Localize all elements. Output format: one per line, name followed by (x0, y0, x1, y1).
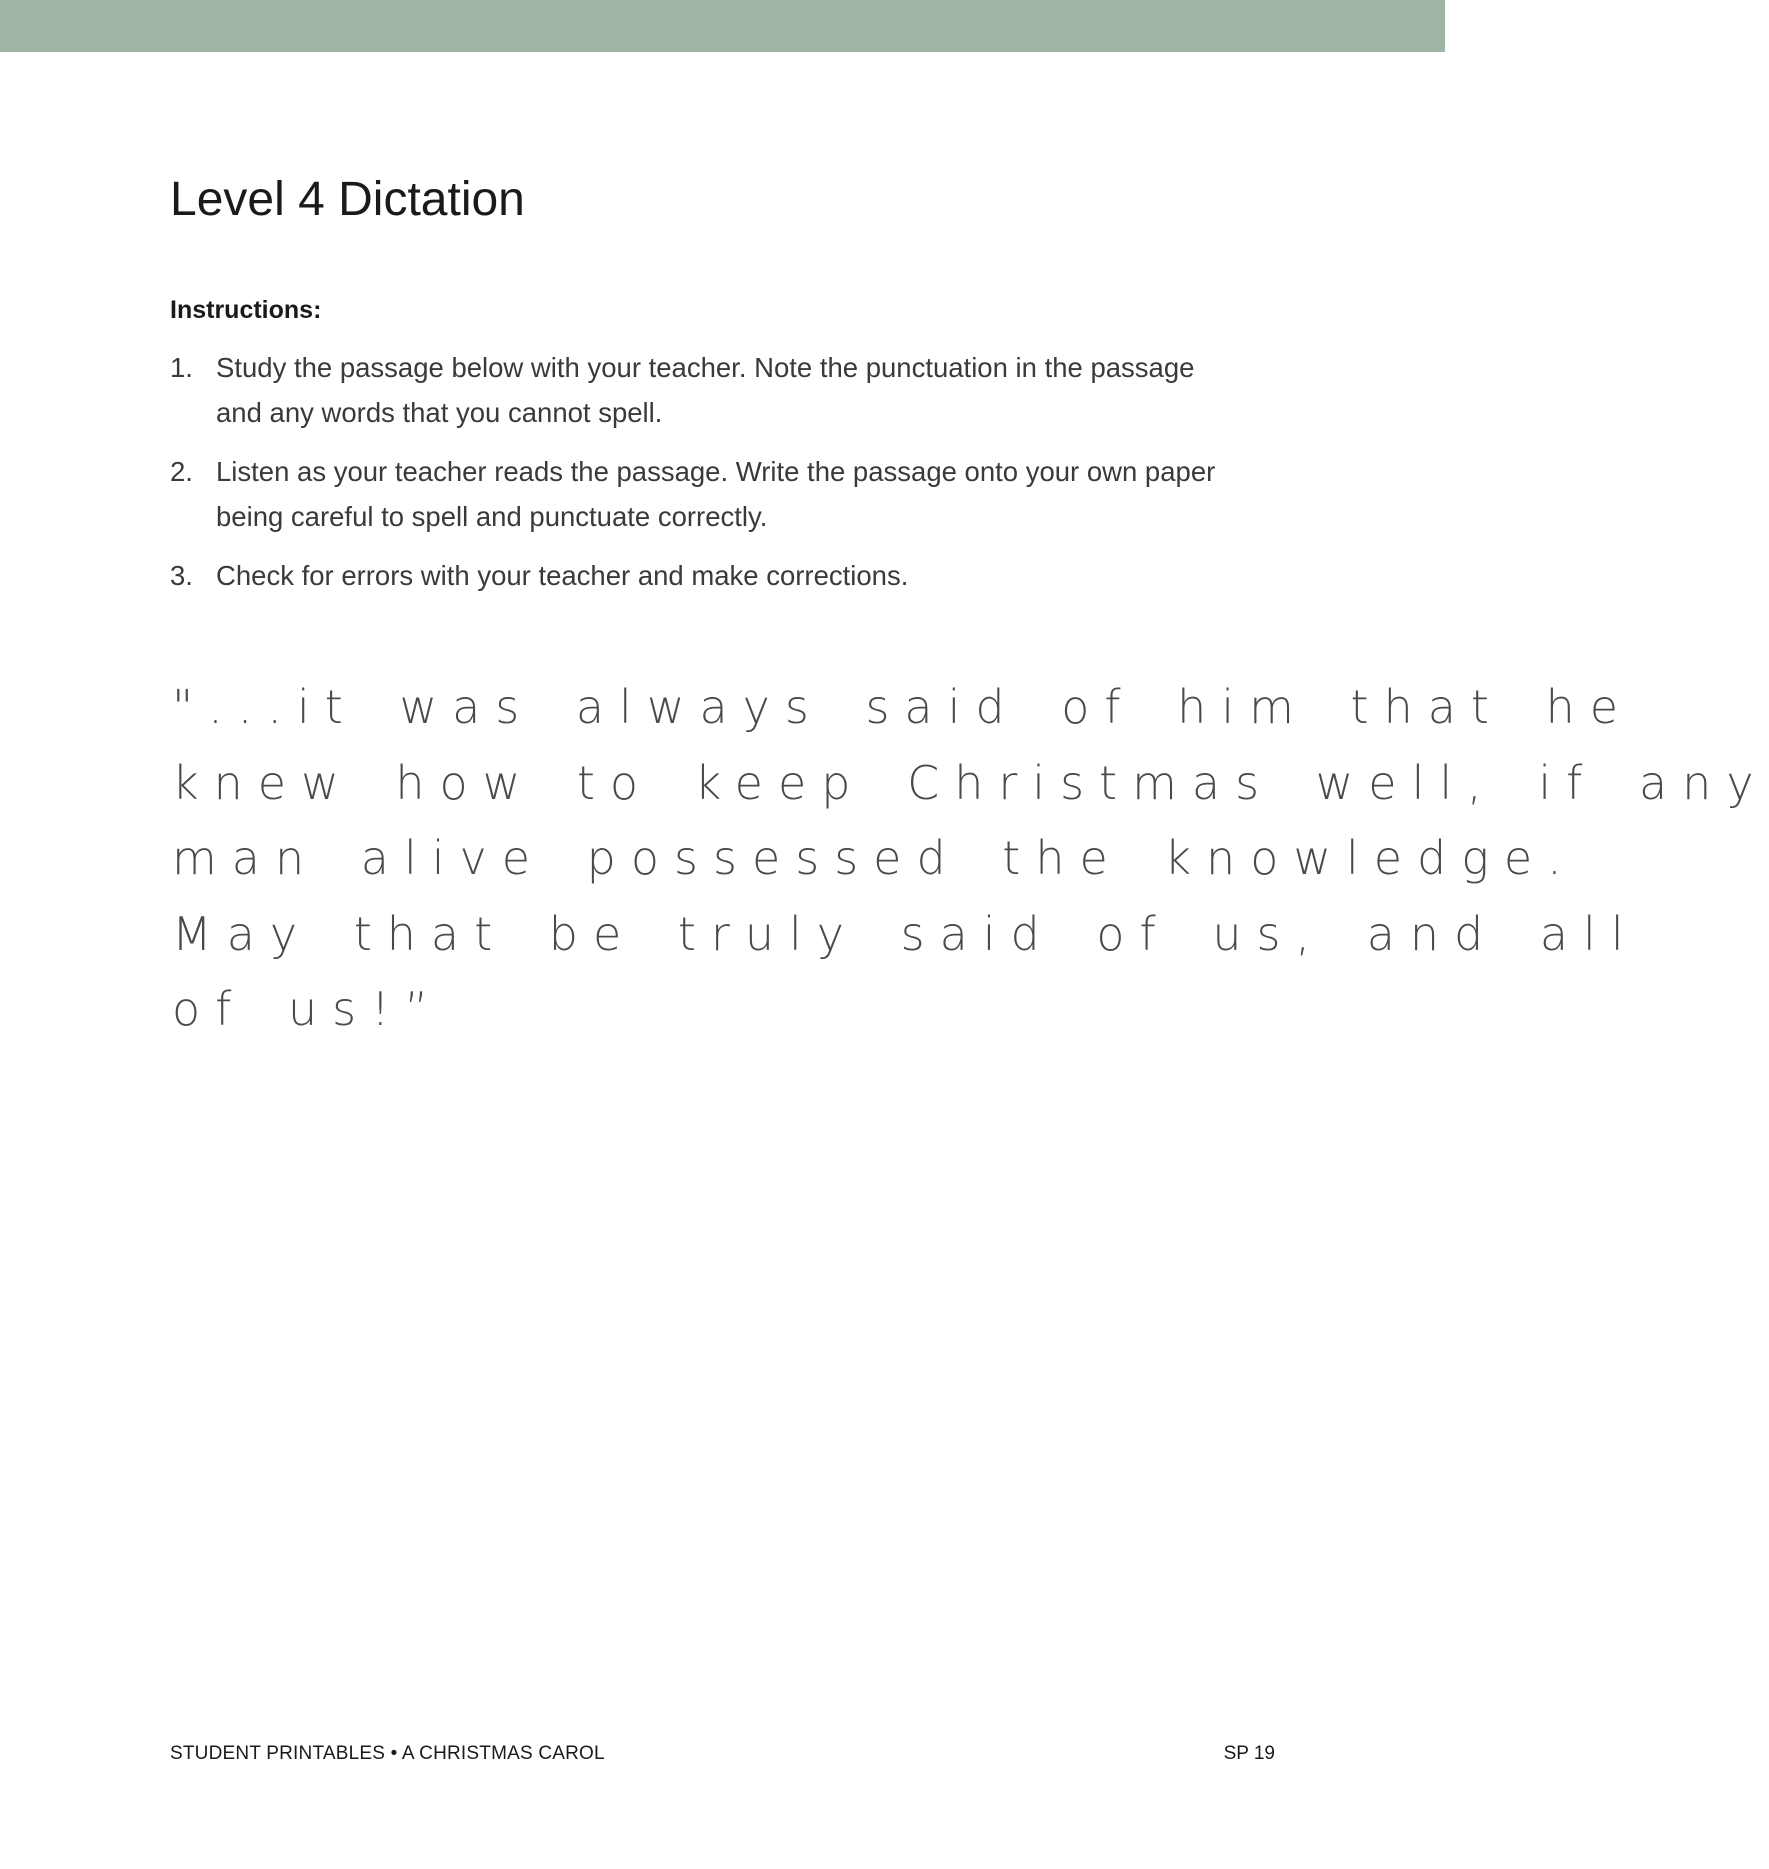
step-text-line: being careful to spell and punctuate correctly. (216, 501, 768, 532)
page-title: Level 4 Dictation (170, 173, 525, 226)
dictation-passage (172, 670, 1769, 1048)
footer-book-title: STUDENT PRINTABLES • A CHRISTMAS CAROL (170, 1743, 605, 1764)
step-text (216, 553, 1280, 598)
instruction-step (170, 449, 1280, 539)
step-text (216, 449, 1280, 539)
step-text-line: Listen as your teacher reads the passage. Write the passage onto your own paper (216, 456, 1216, 487)
header-band (0, 0, 1445, 52)
passage-line: May that be truly said of us, and all (172, 906, 1639, 961)
instruction-step (170, 553, 1280, 598)
instruction-step (170, 345, 1280, 435)
passage-line: "...it was always said of him that he (172, 680, 1634, 734)
step-text-line: Check for errors with your teacher and make corrections. (216, 560, 909, 591)
step-text-line: Study the passage below with your teacher. Note the punctuation in the passage (216, 352, 1195, 383)
footer-page-number: SP 19 (1223, 1743, 1275, 1764)
instructions-list (170, 345, 1280, 612)
passage-line: of us!” (172, 982, 444, 1036)
step-number: 1. (170, 352, 193, 383)
passage-line: knew how to keep Christmas well, if any (172, 755, 1769, 810)
step-text (216, 345, 1280, 435)
passage-line: man alive possessed the knowledge. (172, 831, 1577, 885)
instructions-heading: Instructions: (170, 296, 322, 324)
step-number: 2. (170, 456, 193, 487)
step-text-line: and any words that you cannot spell. (216, 397, 663, 428)
step-number: 3. (170, 560, 193, 591)
